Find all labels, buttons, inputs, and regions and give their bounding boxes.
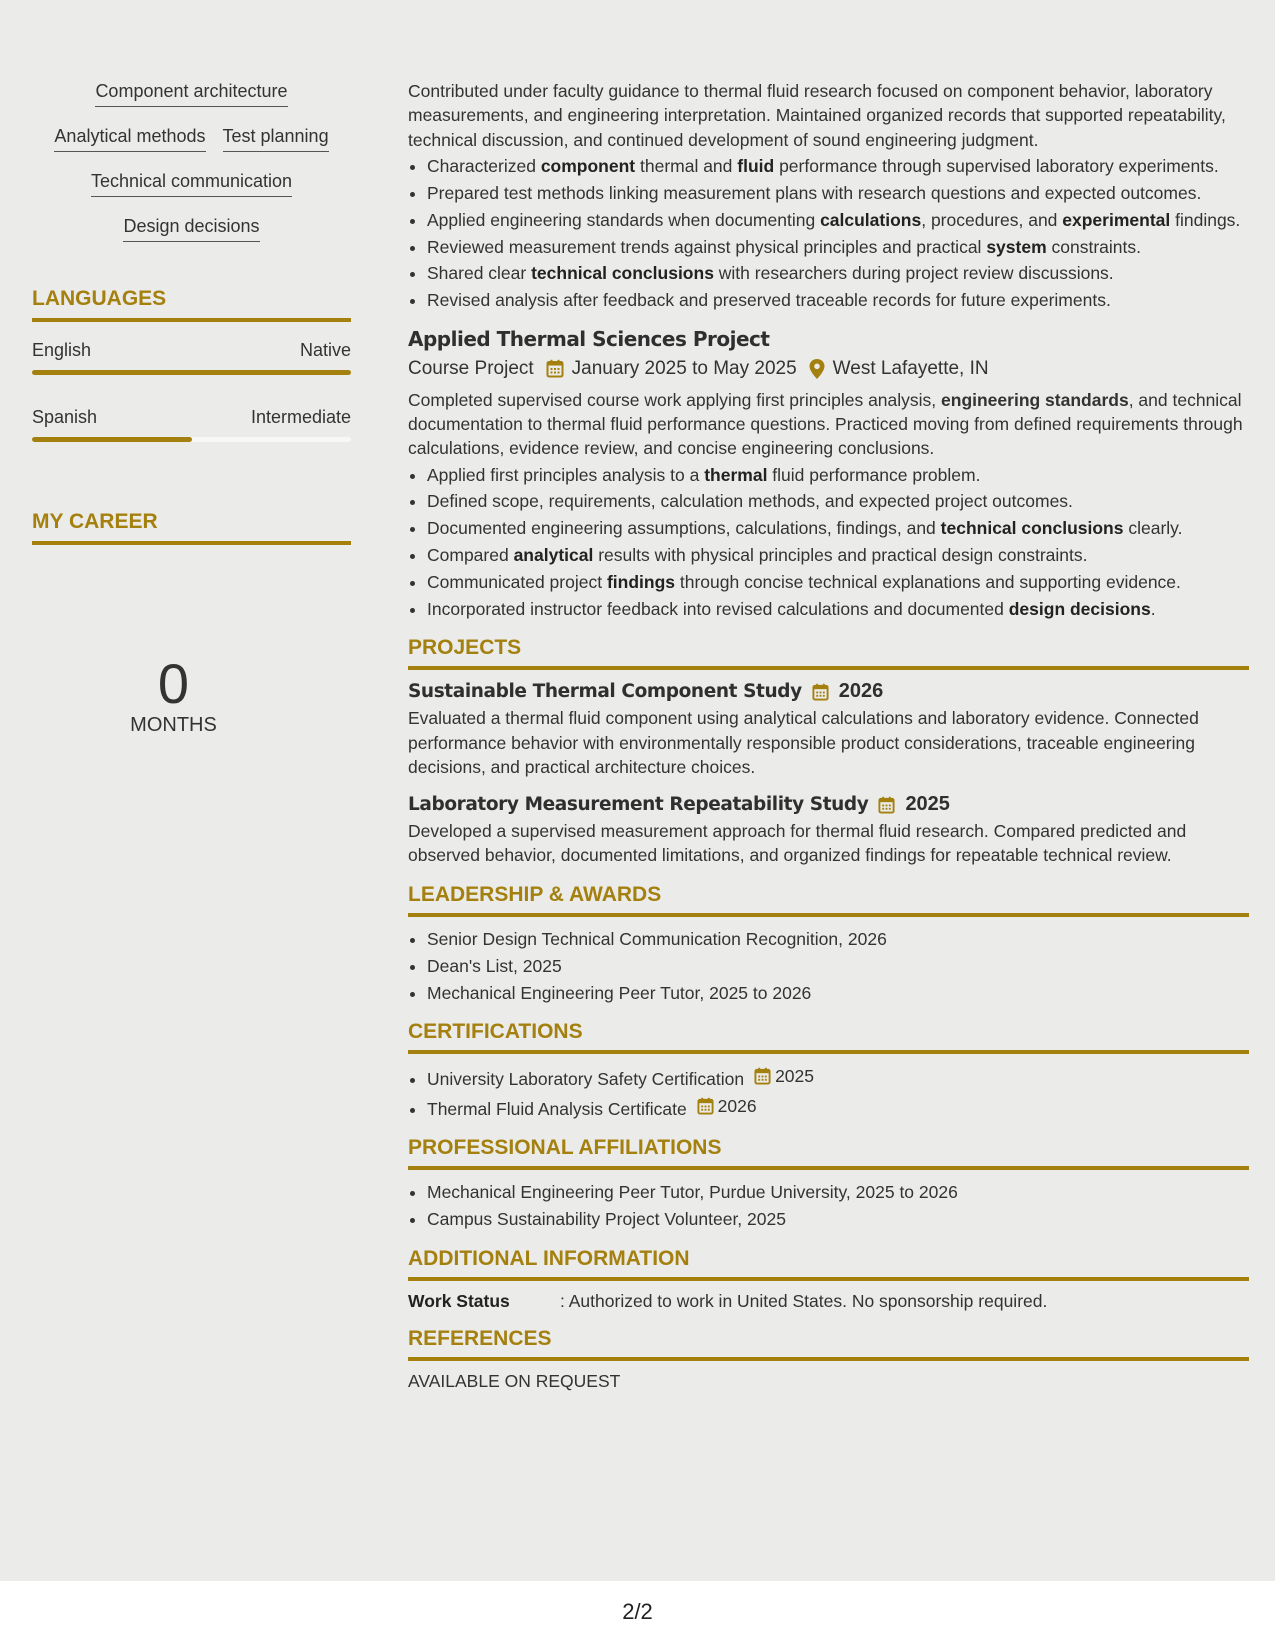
- affiliation-item: • Campus Sustainability Project Volunteer, 2025: [427, 1207, 1249, 1231]
- certification-item: [427, 1094, 1249, 1121]
- skill-row: [32, 215, 351, 248]
- leadership-heading: LEADERSHIP & AWARDS: [408, 882, 1249, 917]
- text-run: Communicated project: [427, 572, 607, 593]
- references-text: AVAILABLE ON REQUEST: [408, 1370, 621, 1391]
- location-pin-icon: [809, 359, 825, 379]
- calendar-icon: [754, 1067, 771, 1085]
- skill-tag: Analytical methods: [54, 125, 205, 152]
- additional-info-heading: ADDITIONAL INFORMATION: [408, 1246, 1249, 1281]
- leadership-item: • Senior Design Technical Communication Recognition, 2026: [427, 927, 1249, 951]
- bullet-item: [427, 154, 1249, 178]
- text-run: constraints.: [1046, 236, 1141, 257]
- text-run: Applied engineering standards when documenting: [427, 209, 821, 230]
- project-title-row: [408, 793, 1249, 816]
- intro-paragraph: Contributed under faculty guidance to thermal fluid research focused on component behavior, laboratory measurements, and engineering interpretation. Maintained organized records that supported repeatability, technical discussion, and continued development of sound engineering judgment.: [408, 81, 1226, 150]
- text-run: Compared: [427, 545, 514, 566]
- entry-title: Applied Thermal Sciences Project: [408, 326, 770, 351]
- intro-bullets: [408, 154, 1249, 313]
- project-title-row: [408, 680, 1249, 703]
- language-level: Intermediate: [250, 407, 351, 427]
- skill-tag: Technical communication: [91, 170, 292, 197]
- bold-keyword: design decisions: [1008, 598, 1151, 619]
- text-run: Characterized: [427, 155, 541, 176]
- project-item: [408, 793, 1249, 868]
- bold-keyword: thermal: [704, 464, 768, 485]
- certification-date: [754, 1064, 814, 1088]
- calendar-icon: [697, 1097, 714, 1115]
- career-counter: [32, 652, 315, 737]
- language-row: [32, 407, 351, 428]
- bold-keyword: component: [540, 155, 636, 176]
- language-row: [32, 340, 351, 361]
- certifications-heading: CERTIFICATIONS: [408, 1019, 1249, 1054]
- bold-keyword: experimental: [1062, 209, 1171, 230]
- languages-heading: LANGUAGES: [32, 286, 351, 322]
- text-run: , and technical documentation to thermal fluid performance questions. Practiced moving from defined requirements through calculations, evidence review, and concise engineering conclusions.: [408, 389, 1243, 459]
- bullet-item: [427, 489, 1249, 513]
- certification-year: 2025: [775, 1065, 815, 1086]
- text-run: results with physical principles and practical design constraints.: [593, 545, 1088, 566]
- sidebar: [32, 80, 351, 737]
- project-year: 2025: [905, 793, 950, 816]
- bold-keyword: technical conclusions: [940, 518, 1124, 539]
- text-run: Completed supervised course work applying first principles analysis,: [408, 389, 942, 410]
- skill-tag: Test planning: [223, 125, 329, 152]
- text-run: findings.: [1170, 209, 1241, 230]
- entry-bullets: [408, 463, 1249, 622]
- bold-keyword: fluid: [737, 155, 775, 176]
- text-run: .: [1150, 598, 1156, 619]
- project-year: 2026: [838, 680, 884, 703]
- certifications-list: [408, 1064, 1249, 1121]
- page-number: 2/2: [622, 1599, 653, 1624]
- certification-item: [427, 1064, 1249, 1091]
- certification-date: [697, 1094, 757, 1118]
- leadership-item: • Dean's List, 2025: [427, 954, 1249, 978]
- language-name: Spanish: [32, 407, 98, 427]
- language-level: Native: [299, 340, 351, 360]
- entry-meta: [408, 358, 1249, 380]
- text-run: Applied first principles analysis to a: [427, 464, 705, 485]
- career-unit: MONTHS: [130, 714, 217, 736]
- certification-name: University Laboratory Safety Certification: [427, 1068, 745, 1089]
- skill-row: [32, 80, 351, 113]
- text-run: Revised analysis after feedback and preserved traceable records for future experiments.: [427, 290, 1111, 311]
- text-run: through concise technical explanations and supporting evidence.: [675, 572, 1181, 593]
- bold-keyword: engineering standards: [941, 389, 1129, 410]
- project-title: Laboratory Measurement Repeatability Study: [408, 794, 869, 816]
- languages-list: [32, 340, 351, 457]
- bold-keyword: technical conclusions: [531, 263, 714, 284]
- text-run: thermal and: [635, 155, 738, 176]
- language-item: [32, 340, 351, 390]
- language-bar-fill: [32, 370, 351, 375]
- project-description: Evaluated a thermal fluid component using analytical calculations and laboratory evidence. Connected performance behavior with environmentally responsible product considerations, traceable engineering decisions, and practical architecture choices.: [408, 708, 1199, 777]
- language-bar: [32, 370, 351, 375]
- project-item: [408, 680, 1249, 779]
- projects-list: [408, 680, 1249, 867]
- entry-paragraph: [408, 388, 1249, 461]
- calendar-icon: [878, 796, 895, 814]
- work-status-row: [408, 1291, 1249, 1312]
- project-description: Developed a supervised measurement approach for thermal fluid research. Compared predicted and observed behavior, documented limitations, and organized findings for repeatable technical review.: [408, 821, 1187, 866]
- calendar-icon: [812, 683, 829, 701]
- text-run: Reviewed measurement trends against physical principles and practical: [427, 236, 987, 257]
- entry-location: West Lafayette, IN: [832, 357, 989, 379]
- affiliations-list: [408, 1180, 1249, 1231]
- bold-keyword: analytical: [513, 545, 594, 566]
- bullet-item: [427, 516, 1249, 540]
- bullet-item: [427, 463, 1249, 487]
- certification-year: 2026: [717, 1095, 757, 1116]
- skills-tags: [32, 80, 351, 248]
- bold-keyword: calculations: [820, 209, 922, 230]
- bullet-item: [427, 208, 1249, 232]
- text-run: performance through supervised laboratory experiments.: [774, 155, 1219, 176]
- text-run: Incorporated instructor feedback into revised calculations and documented: [427, 598, 1009, 619]
- leadership-item: • Mechanical Engineering Peer Tutor, 2025 to 2026: [427, 981, 1249, 1005]
- leadership-list: [408, 927, 1249, 1005]
- text-run: fluid performance problem.: [767, 464, 981, 485]
- language-item: [32, 407, 351, 457]
- skill-tag: Design decisions: [123, 215, 259, 242]
- bullet-item: [427, 570, 1249, 594]
- text-run: with researchers during project review discussions.: [713, 263, 1114, 284]
- work-status-label: Work Status: [408, 1290, 510, 1311]
- bullet-item: [427, 597, 1249, 621]
- page-footer: [0, 1581, 1275, 1650]
- language-bar-fill: [32, 437, 192, 442]
- bullet-item: [427, 543, 1249, 567]
- text-run: Prepared test methods linking measurement plans with research questions and expected outcomes.: [427, 182, 1202, 203]
- bullet-item: [427, 181, 1249, 205]
- bullet-item: [427, 261, 1249, 285]
- entry-type: Course Project: [408, 357, 534, 379]
- projects-heading: PROJECTS: [408, 635, 1249, 670]
- work-status-value: : Authorized to work in United States. No sponsorship required.: [560, 1290, 1048, 1311]
- certification-name: Thermal Fluid Analysis Certificate: [427, 1099, 687, 1120]
- language-name: English: [32, 340, 92, 360]
- skill-tag: Component architecture: [95, 80, 287, 107]
- project-title: Sustainable Thermal Component Study: [408, 681, 802, 703]
- skill-row: [32, 125, 351, 158]
- text-run: Documented engineering assumptions, calculations, findings, and: [427, 518, 941, 539]
- references-heading: REFERENCES: [408, 1326, 1249, 1361]
- language-bar: [32, 437, 351, 442]
- bold-keyword: system: [986, 236, 1047, 257]
- bullet-item: [427, 235, 1249, 259]
- skill-row: [32, 170, 351, 203]
- career-value: 0: [157, 652, 190, 715]
- bold-keyword: findings: [606, 572, 675, 593]
- text-run: , procedures, and: [921, 209, 1063, 230]
- affiliations-heading: PROFESSIONAL AFFILIATIONS: [408, 1135, 1249, 1170]
- entry-dates: January 2025 to May 2025: [571, 357, 797, 379]
- text-run: clearly.: [1123, 518, 1183, 539]
- career-heading: MY CAREER: [32, 509, 351, 545]
- affiliation-item: • Mechanical Engineering Peer Tutor, Purdue University, 2025 to 2026: [427, 1180, 1249, 1204]
- calendar-icon: [546, 359, 564, 378]
- bullet-item: [427, 288, 1249, 312]
- text-run: Shared clear: [427, 263, 532, 284]
- main-content: [408, 79, 1249, 1392]
- text-run: Defined scope, requirements, calculation methods, and expected project outcomes.: [427, 491, 1073, 512]
